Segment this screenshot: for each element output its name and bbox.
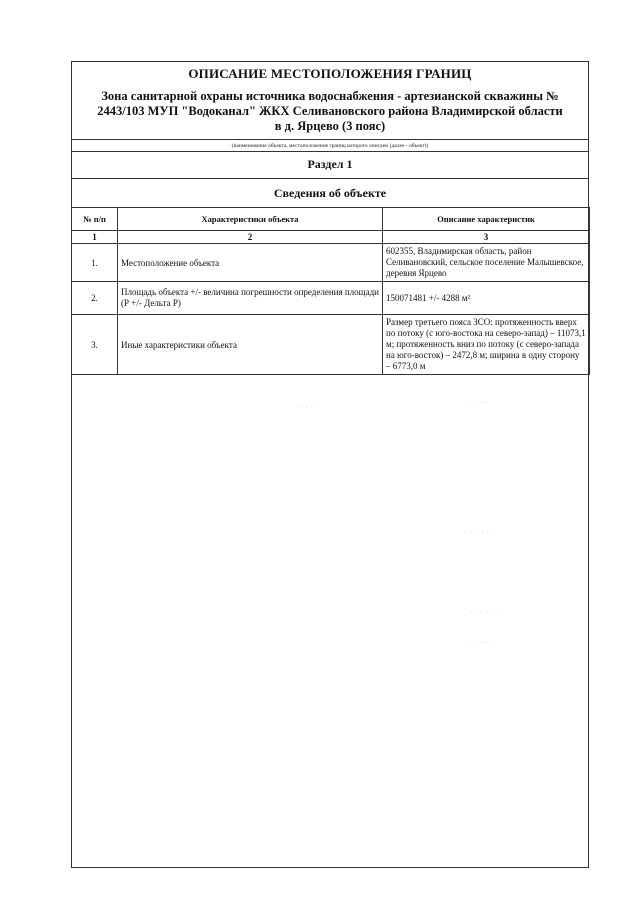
scan-noise: · · · · [470,400,490,406]
object-name-line-2: 2443/103 МУП "Водоканал" ЖКХ Селивановского района Владимирской области [97,104,563,118]
column-number: 3 [383,231,590,244]
scan-noise: · · · [300,405,314,411]
document-title: ОПИСАНИЕ МЕСТОПОЛОЖЕНИЯ ГРАНИЦ [188,66,472,81]
row-characteristic: Площадь объекта +/- величина погрешности определения площади (Р +/- Дельта Р) [118,282,383,315]
subsection-title: Сведения об объекте [273,186,387,200]
scan-noise: · · · · · [465,530,490,536]
table-header-row [72,208,590,231]
section-title: Раздел 1 [307,157,353,171]
row-number: 1. [72,244,118,282]
row-description: 150071481 +/- 4288 м² [383,282,590,315]
column-number: 2 [118,231,383,244]
row-number: 3. [72,315,118,375]
header-description: Описание характеристик [383,208,590,231]
column-number: 1 [72,231,118,244]
object-name [74,89,586,134]
page-frame [71,61,589,868]
object-name-line-3: в д. Ярцево (3 пояс) [274,119,386,133]
row-characteristic: Местоположение объекта [118,244,383,282]
table-row [72,282,590,315]
object-caption: (наименование объекта, местоположение границ которого описано (далее - объект)) [231,143,429,149]
divider [71,151,589,152]
divider [71,139,589,140]
object-info-table [71,207,590,375]
scan-noise: · · · · · · [470,610,501,616]
column-number-row [72,231,590,244]
row-characteristic: Иные характеристики объекта [118,315,383,375]
table-row [72,244,590,282]
scan-noise: · · · · · [470,640,495,646]
table-row [72,315,590,375]
divider [71,178,589,179]
row-description: Размер третьего пояса ЗСО: протяженность вверх по потоку (с юго-востока на северо-запад) – 11073,1 м; протяженность вниз по потоку (с северо-запада на юго-восток) – 2472,8 м; ширина в одну сторону – 6773,0 м [383,315,590,375]
row-description: 602355, Владимирская область, район Селивановский, сельское поселение Малышевское, деревня Ярцево [383,244,590,282]
row-number: 2. [72,282,118,315]
object-name-line-1: Зона санитарной охраны источника водоснабжения - артезианской скважины № [101,89,559,103]
header-characteristic: Характеристики объекта [118,208,383,231]
header-num: № п/п [72,208,118,231]
